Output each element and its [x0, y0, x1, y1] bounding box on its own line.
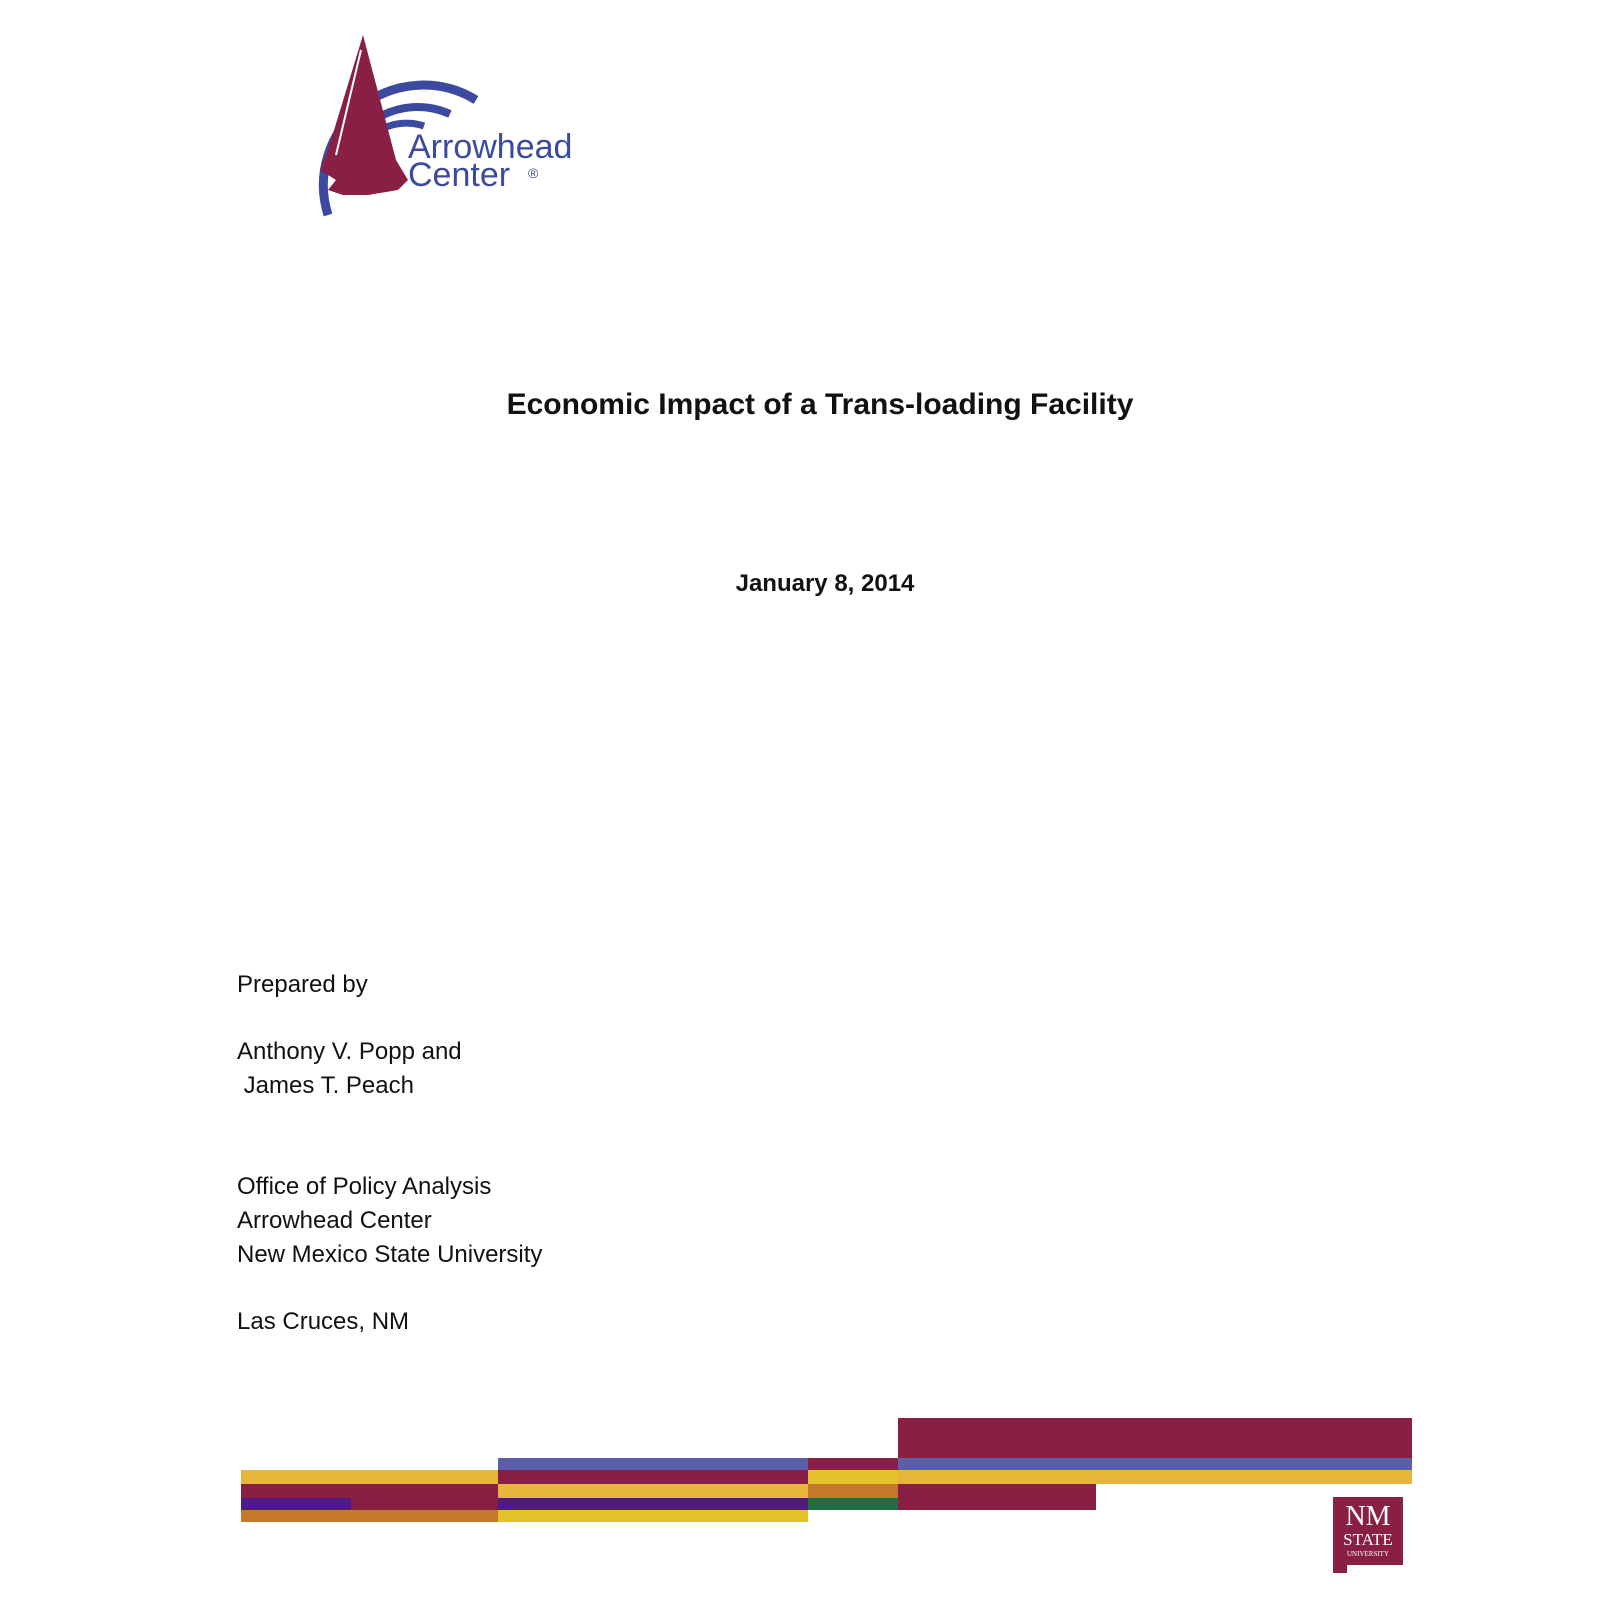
affiliation-office: Office of Policy Analysis — [237, 1173, 492, 1200]
nm-state-logo-nm: NM — [1345, 1501, 1391, 1532]
arrowhead-logo-icon — [258, 30, 598, 230]
affiliation-center: Arrowhead Center — [237, 1207, 432, 1234]
bar-maroon-b — [498, 1470, 808, 1484]
report-date: January 8, 2014 — [735, 570, 915, 597]
prepared-by-label: Prepared by — [237, 971, 368, 998]
bar-gold-b — [898, 1470, 1412, 1484]
bar-purple-b — [498, 1498, 808, 1510]
logo-text-line1: Arrowhead — [408, 128, 573, 166]
bar-blue-b — [898, 1458, 1412, 1470]
bar-maroon-e — [351, 1498, 498, 1510]
arrowhead-center-logo — [258, 30, 598, 230]
affiliation-university: New Mexico State University — [237, 1241, 543, 1268]
bar-green-a — [808, 1498, 898, 1510]
report-title: Economic Impact of a Trans-loading Facility — [506, 388, 1134, 421]
bar-maroon-c — [241, 1484, 498, 1498]
location: Las Cruces, NM — [237, 1308, 410, 1335]
nm-state-logo — [1333, 1497, 1403, 1573]
bar-maroon-top — [898, 1418, 1412, 1458]
author-2: James T. Peach — [237, 1072, 414, 1099]
bar-orange-a — [808, 1484, 898, 1498]
bar-gold-a — [241, 1470, 498, 1484]
bar-maroon-a — [808, 1458, 898, 1470]
bar-yellow-b — [498, 1510, 808, 1522]
nm-state-logo-state: STATE — [1343, 1530, 1393, 1549]
bar-yellow-a — [808, 1470, 898, 1484]
bar-maroon-d — [898, 1484, 1096, 1510]
bar-purple-a — [241, 1498, 351, 1510]
nm-state-logo-icon — [1333, 1497, 1403, 1573]
bar-blue-a — [498, 1458, 808, 1470]
logo-text-line2: Center — [408, 156, 511, 194]
registered-mark: ® — [528, 165, 539, 181]
nm-state-logo-university: UNIVERSITY — [1347, 1550, 1389, 1558]
bar-orange-b — [241, 1510, 498, 1522]
author-1: Anthony V. Popp and — [237, 1038, 462, 1065]
bar-gold-c — [498, 1484, 808, 1498]
